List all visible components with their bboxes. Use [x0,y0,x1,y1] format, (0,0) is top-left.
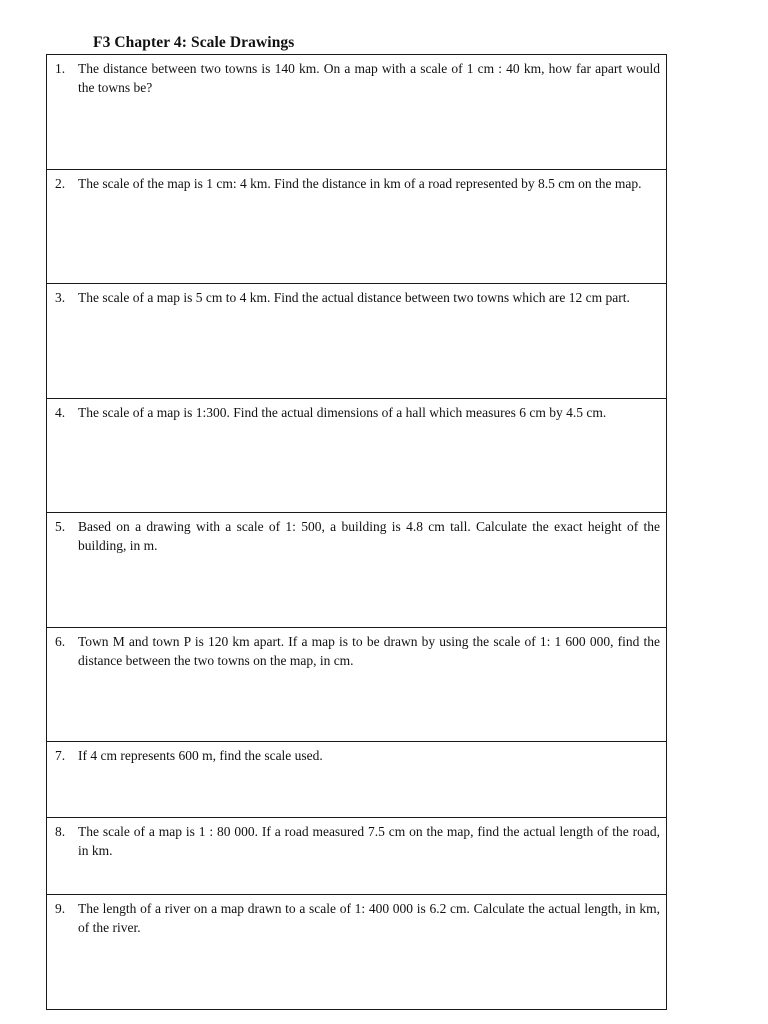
question-text: If 4 cm represents 600 m, find the scale used. [78,748,323,763]
question-number: 1. [55,61,66,76]
question-number: 8. [55,824,66,840]
question-row-9[interactable] [47,895,666,1010]
question-text: The scale of a map is 1 : 80 000. If a road measured 7.5 cm on the map, find the actual length of the road, in km. [78,824,660,859]
question-number: 9. [55,900,66,916]
worksheet-title: F3 Chapter 4: Scale Drawings [93,34,295,51]
question-number: 3. [55,290,66,305]
question-text: The scale of a map is 5 cm to 4 km. Find the actual distance between two towns which are 12 cm part. [78,290,630,305]
question-row-6[interactable] [47,628,666,743]
question-text: Town M and town P is 120 km apart. If a map is to be drawn by using the scale of 1: 1 600 000, find the distance between the two towns on the map, in cm. [78,633,660,668]
question-text: The scale of a map is 1:300. Find the actual dimensions of a hall which measures 6 cm by 4.5 cm. [78,404,607,420]
question-text: Based on a drawing with a scale of 1: 500, a building is 4.8 cm tall. Calculate the exact height of the building, in m. [78,519,660,553]
question-row-2[interactable] [47,170,666,285]
question-text: The distance between two towns is 140 km. On a map with a scale of 1 cm : 40 km, how far apart would the towns be? [78,61,660,95]
question-row-3[interactable] [47,284,666,399]
questions-table [46,54,667,1010]
question-text: The length of a river on a map drawn to a scale of 1: 400 000 is 6.2 cm. Calculate the actual length, in km, of the river. [78,900,660,935]
question-row-4[interactable] [47,399,666,514]
question-number: 5. [55,519,66,534]
question-row-7[interactable] [47,742,666,818]
question-row-1[interactable] [47,55,666,170]
question-number: 2. [55,175,66,191]
question-text: The scale of the map is 1 cm: 4 km. Find the distance in km of a road represented by 8.5 cm on the map. [78,175,642,191]
question-row-5[interactable] [47,513,666,628]
question-row-8[interactable] [47,818,666,894]
question-number: 6. [55,633,66,649]
question-number: 7. [55,748,66,763]
question-number: 4. [55,404,66,420]
